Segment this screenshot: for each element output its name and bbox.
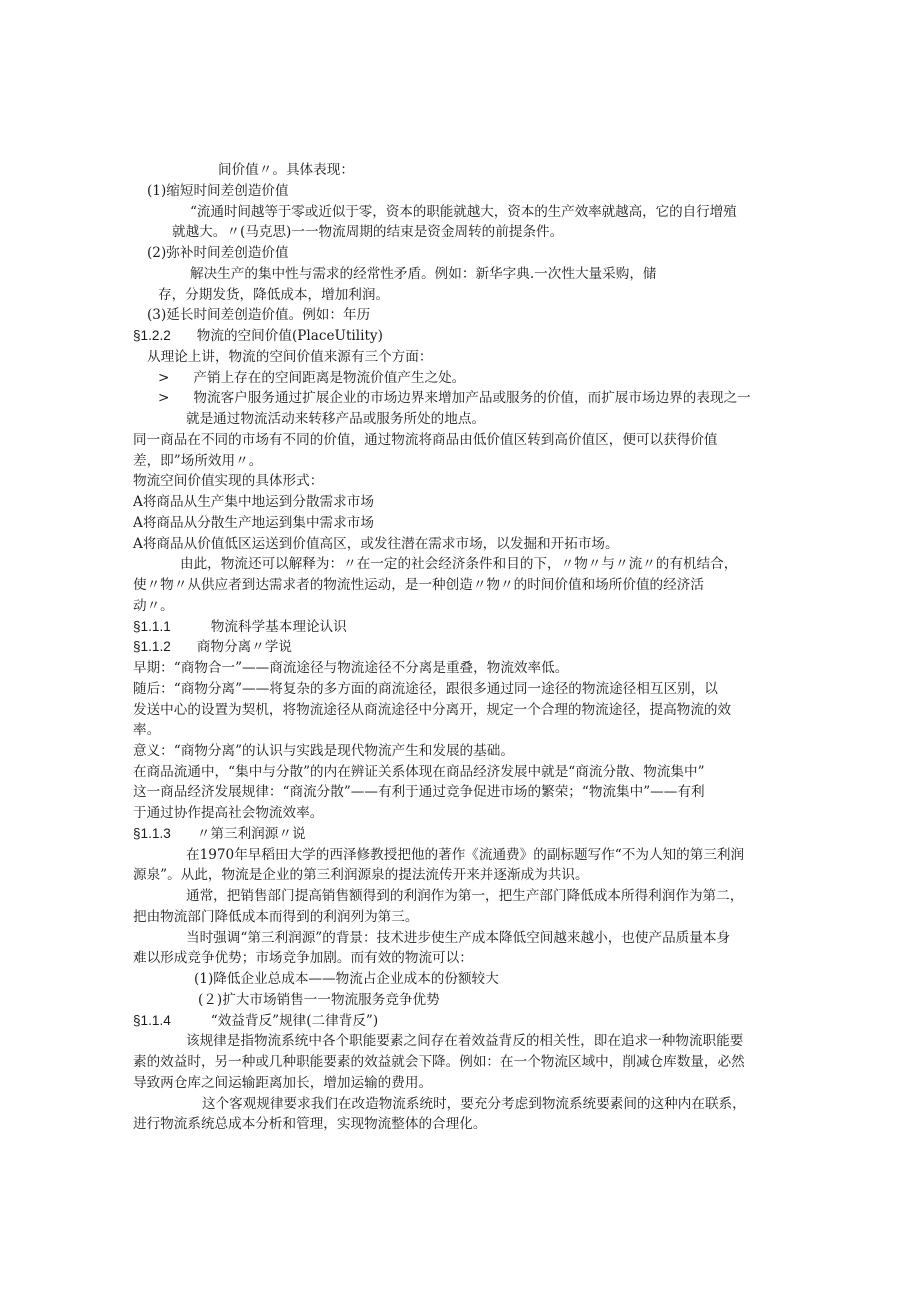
text-line: 物流空间价值实现的具体形式： — [133, 473, 324, 489]
text-line: 源泉”。从此，物流是企业的第三利润源泉的提法流传开来并逐渐成为共识。 — [133, 867, 589, 883]
list-item-3: (3)延长时间差创造价值。例如：年历 — [147, 307, 371, 323]
quote-line: “流通时间越等于零或近似于零，资本的职能就越大，资本的生产效率就越高，它的自行增殖 — [190, 204, 737, 220]
text-line: 存，分期发货，降低成本，增加利润。 — [158, 287, 390, 303]
bullet-icon: > — [158, 370, 170, 386]
text-line: 素的效益时，另一种或几种职能要素的效益就会下降。例如：在一个物流区域中，削减仓库数量，必然 — [133, 1054, 745, 1070]
text-line: 在1970年早稻田大学的西泽修教授把他的著作《流通费》的副标题写作“不为人知的第三利润 — [186, 847, 745, 863]
text-line: 解决生产的集中性与需求的经常性矛盾。例如：新华字典.一次性大量采购，储 — [190, 266, 657, 282]
section-title: 〃第三利润源〃说 — [196, 826, 306, 842]
section-number: §1.2.2 — [133, 328, 171, 343]
text-line: 动〃。 — [133, 598, 174, 614]
quote-line: 就越大。〃(马克思)一一物流周期的结束是资金周转的前提条件。 — [172, 224, 564, 240]
text-line: 从理论上讲，物流的空间价值来源有三个方面： — [147, 349, 433, 365]
text-line: 由此，物流还可以解释为：〃在一定的社会经济条件和目的下，〃物〃与〃流〃的有机结合， — [180, 556, 738, 572]
text-line: 随后：“商物分离”——将复杂的多方面的商流途径，跟很多通过同一途径的物流途径相互区别，以 — [133, 681, 718, 697]
text-line: 于通过协作提高社会物流效率。 — [133, 805, 324, 821]
bullet-item — [158, 388, 751, 408]
section-number: §1.1.4 — [133, 1013, 171, 1028]
section-heading-1-1-3 — [133, 824, 306, 844]
list-item-2: (2)弥补时间差创造价值 — [147, 245, 289, 261]
text-line: 这一商品经济发展规律：“商流分散”——有利于通过竞争促进市场的繁荣；“物流集中”——有利 — [133, 784, 705, 800]
list-item-2: (２)扩大市场销售一一物流服务竞争优势 — [198, 992, 440, 1008]
text-line: 间价值〃。具体表现： — [218, 162, 354, 178]
list-item: A将商品从价值低区运送到价值高区，或发往潜在需求市场，以发掘和开拓市场。 — [133, 536, 619, 552]
bullet-icon: > — [158, 390, 170, 406]
section-heading-1-2-2 — [133, 326, 383, 346]
text-line: 在商品流通中，“集中与分散”的内在辨证关系体现在商品经济发展中就是“商流分散、物流集中” — [133, 764, 705, 780]
section-title: 物流科学基本理论认识 — [210, 619, 347, 635]
section-title: “效益背反”规律(二律背反”) — [210, 1013, 379, 1029]
section-number: §1.1.2 — [133, 639, 171, 654]
text-line: 就是通过物流活动来转移产品或服务所处的地点。 — [186, 411, 486, 427]
text-line: 通常，把销售部门提高销售额得到的利润作为第一，把生产部门降低成本所得利润作为第二， — [186, 888, 744, 904]
section-number: §1.1.3 — [133, 826, 171, 841]
text-line: 把由物流部门降低成本而得到的利润列为第三。 — [133, 909, 419, 925]
list-item: A将商品从生产集中地运到分散需求市场 — [133, 494, 374, 510]
bullet-text: 物流客户服务通过扩展企业的市场边界来增加产品或服务的价值，而扩展市场边界的表现之一 — [193, 390, 751, 406]
section-heading-1-1-4 — [133, 1011, 378, 1031]
text-line: 该规律是指物流系统中各个职能要素之间存在着效益背反的相关性，即在追求一种物流职能要 — [186, 1033, 744, 1049]
list-item: A将商品从分散生产地运到集中需求市场 — [133, 515, 374, 531]
text-line: 意义：“商物分离”的认识与实践是现代物流产生和发展的基础。 — [133, 743, 514, 759]
text-line: 导致两仓库之间运输距离加长，增加运输的费用。 — [133, 1075, 433, 1091]
section-heading-1-1-2 — [133, 637, 292, 657]
text-line: 当时强调“第三利润源”的背景：技术进步使生产成本降低空间越来越小，也使产品质量本身 — [186, 930, 731, 946]
section-number: §1.1.1 — [133, 619, 171, 634]
bullet-item — [158, 368, 465, 388]
section-title: 商物分离〃学说 — [196, 639, 292, 655]
text-line: 进行物流系统总成本分析和管理，实现物流整体的合理化。 — [133, 1116, 487, 1132]
text-line: 早期：“商物合一”——商流途径与物流途径不分离是重叠，物流效率低。 — [133, 660, 569, 676]
text-line: 同一商品在不同的市场有不同的价值，通过物流将商品由低价值区转到高价值区，便可以获得价值 — [133, 432, 718, 448]
text-line: 发送中心的设置为契机，将物流途径从商流途径中分离开，规定一个合理的物流途径，提高物流的效 — [133, 702, 732, 718]
section-heading-1-1-1 — [133, 617, 347, 637]
text-line: 使〃物〃从供应者到达需求者的物流性运动，是一种创造〃物〃的时间价值和场所价值的经济活 — [133, 577, 704, 593]
text-line: 难以形成竞争优势；市场竞争加剧。而有效的物流可以： — [133, 950, 473, 966]
section-title: 物流的空间价值(PlaceUtility) — [196, 328, 383, 344]
bullet-text: 产销上存在的空间距离是物流价值产生之处。 — [193, 370, 466, 386]
list-item-1: (1)降低企业总成本——物流占企业成本的份额较大 — [194, 971, 499, 987]
text-line: 率。 — [133, 722, 161, 738]
text-line: 这个客观规律要求我们在改造物流系统时，要充分考虑到物流系统要素间的这种内在联系， — [202, 1096, 746, 1112]
list-item-1: (1)缩短时间差创造价值 — [147, 183, 289, 199]
text-line: 差，即”场所效用〃。 — [133, 453, 263, 469]
